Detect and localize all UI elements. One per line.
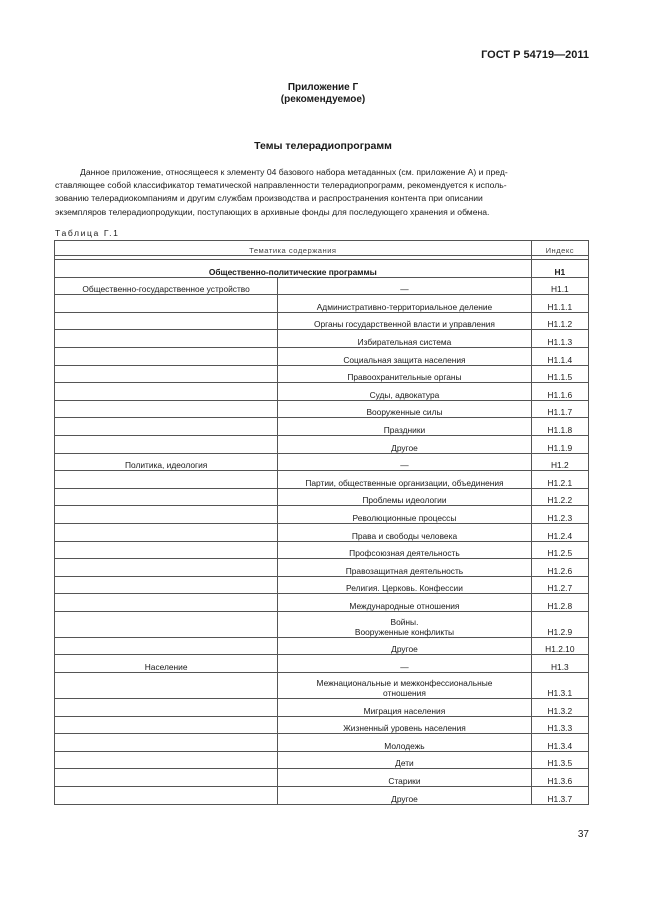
intro-line: ставляющее собой классификатор тематической направленности телерадиопрограмм, рекомендуется к исполь- [55,180,507,191]
topic-level2-cell: Вооруженные силы [278,400,531,418]
table-row [55,365,589,383]
topic-level2-line: отношения [383,688,426,699]
table-caption: Таблица Г.1 [55,228,120,238]
topic-level1-cell [55,637,278,655]
topic-level2-cell: Другое [278,637,531,655]
topic-level2-cell: Партии, общественные организации, объединения [278,471,531,489]
topic-level1-cell [55,471,278,489]
topic-level2-cell: Другое [278,787,531,805]
table-body [55,256,589,805]
topic-level2-cell: Революционные процессы [278,506,531,524]
topic-level2-cell [278,611,531,637]
topic-level1-cell [55,383,278,401]
table-row [55,787,589,805]
section-row [55,260,589,278]
topic-level1-cell [55,523,278,541]
index-cell: Н1.1.6 [531,383,588,401]
table-row [55,295,589,313]
table-row [55,435,589,453]
index-cell: Н1.3.6 [531,769,588,787]
topic-level2-cell: Праздники [278,418,531,436]
topic-level1-cell [55,716,278,734]
topic-level1-cell [55,576,278,594]
table-row [55,611,589,637]
topic-level2-cell: Правозащитная деятельность [278,559,531,577]
table-row [55,637,589,655]
table-row [55,488,589,506]
section-label: Общественно-политические программы [55,260,532,278]
index-cell: Н1.2 [531,453,588,471]
intro-line: экземпляров телерадиопродукции, поступающих в архивные фонды для последующего хранения и обмена. [55,206,490,217]
table-row [55,655,589,673]
table-row [55,418,589,436]
index-cell: Н1.2.7 [531,576,588,594]
index-cell: Н1.2.1 [531,471,588,489]
topic-level2-cell: Молодежь [278,734,531,752]
index-cell: Н1.3.1 [531,673,588,699]
topic-level2-cell: Права и свободы человека [278,523,531,541]
topic-level1-cell [55,673,278,699]
table-row [55,541,589,559]
index-cell: Н1.3.5 [531,751,588,769]
appendix-subtitle: (рекомендуемое) [280,94,366,105]
topic-level1-cell [55,506,278,524]
topic-level1-cell [55,787,278,805]
topic-level1-cell [55,594,278,612]
table-row [55,559,589,577]
index-cell: Н1.2.10 [531,637,588,655]
appendix-heading [0,82,646,106]
topic-level2-cell: Социальная защита населения [278,347,531,365]
index-cell: Н1.3.2 [531,699,588,717]
topic-level2-cell: Религия. Церковь. Конфессии [278,576,531,594]
topic-level1-cell [55,488,278,506]
topic-level2-cell: Международные отношения [278,594,531,612]
index-cell: Н1.1.5 [531,365,588,383]
topic-level2-cell: Избирательная система [278,330,531,348]
topic-level2-cell: Старики [278,769,531,787]
index-cell: Н1.1.7 [531,400,588,418]
table-row [55,699,589,717]
section-title: Темы телерадиопрограмм [254,140,392,152]
topics-table [54,240,589,805]
index-cell: Н1.3.4 [531,734,588,752]
table-row [55,506,589,524]
topic-level2-cell: Профсоюзная деятельность [278,541,531,559]
topic-level1-cell: Политика, идеология [55,453,278,471]
table-row [55,576,589,594]
intro-paragraph [55,166,588,219]
topic-level2-cell: Миграция населения [278,699,531,717]
index-cell: Н1.1 [531,277,588,295]
index-cell: Н1.1.4 [531,347,588,365]
column-header-topic: Тематика содержания [55,241,532,256]
topic-level1-cell: Население [55,655,278,673]
topic-level1-cell [55,559,278,577]
index-cell: Н1.3.7 [531,787,588,805]
topic-level2-cell: Органы государственной власти и управления [278,312,531,330]
topic-level1-cell [55,699,278,717]
table-row [55,716,589,734]
table-row [55,347,589,365]
section-index: Н1 [531,260,588,278]
topic-level1-cell [55,295,278,313]
topic-level2-cell: Суды, адвокатура [278,383,531,401]
topic-level1-cell [55,751,278,769]
table-row [55,400,589,418]
topic-level1-cell [55,365,278,383]
index-cell: Н1.3 [531,655,588,673]
standard-number: ГОСТ Р 54719—2011 [481,49,589,61]
topic-level1-cell [55,418,278,436]
table-row [55,383,589,401]
table-row [55,751,589,769]
intro-line: Данное приложение, относящееся к элементу 04 базового набора метаданных (см. приложение А) и пред- [80,167,508,177]
topic-level1-cell [55,435,278,453]
topic-level1-cell: Общественно-государственное устройство [55,277,278,295]
table-row [55,330,589,348]
topic-level1-cell [55,347,278,365]
index-cell: Н1.2.4 [531,523,588,541]
table-row [55,277,589,295]
table-row [55,453,589,471]
table-row [55,734,589,752]
table-row [55,594,589,612]
topic-level2-cell: — [278,453,531,471]
topic-level1-cell [55,330,278,348]
index-cell: Н1.1.9 [531,435,588,453]
index-cell: Н1.1.1 [531,295,588,313]
table-row [55,673,589,699]
topic-level1-cell [55,312,278,330]
index-cell: Н1.2.9 [531,611,588,637]
topic-level2-cell: Проблемы идеологии [278,488,531,506]
table-row [55,471,589,489]
topic-level1-cell [55,734,278,752]
index-cell: Н1.1.8 [531,418,588,436]
topic-level1-cell [55,611,278,637]
column-header-index: Индекс [531,241,588,256]
topic-level2-line: Вооруженные конфликты [354,626,455,637]
index-cell: Н1.1.3 [531,330,588,348]
index-cell: Н1.2.6 [531,559,588,577]
topic-level2-line: Войны. [390,616,419,627]
topic-level1-cell [55,769,278,787]
table-row [55,312,589,330]
index-cell: Н1.2.8 [531,594,588,612]
table-row [55,523,589,541]
index-cell: Н1.2.2 [531,488,588,506]
appendix-title: Приложение Г [287,82,359,93]
topic-level2-cell: Правоохранительные органы [278,365,531,383]
topic-level2-cell: Другое [278,435,531,453]
index-cell: Н1.3.3 [531,716,588,734]
table-row [55,769,589,787]
intro-line: зованию телерадиокомпаниям и другим службам производства и распространения контента при описании [55,193,483,204]
index-cell: Н1.2.3 [531,506,588,524]
topic-level2-cell: — [278,277,531,295]
topic-level2-line: Межнациональные и межконфессиональные [316,678,493,689]
topic-level2-cell: — [278,655,531,673]
topic-level2-cell [278,673,531,699]
page-number: 37 [577,829,589,840]
index-cell: Н1.1.2 [531,312,588,330]
topic-level2-cell: Жизненный уровень населения [278,716,531,734]
index-cell: Н1.2.5 [531,541,588,559]
topic-level1-cell [55,400,278,418]
topic-level2-cell: Административно-территориальное деление [278,295,531,313]
topic-level2-cell: Дети [278,751,531,769]
topic-level1-cell [55,541,278,559]
